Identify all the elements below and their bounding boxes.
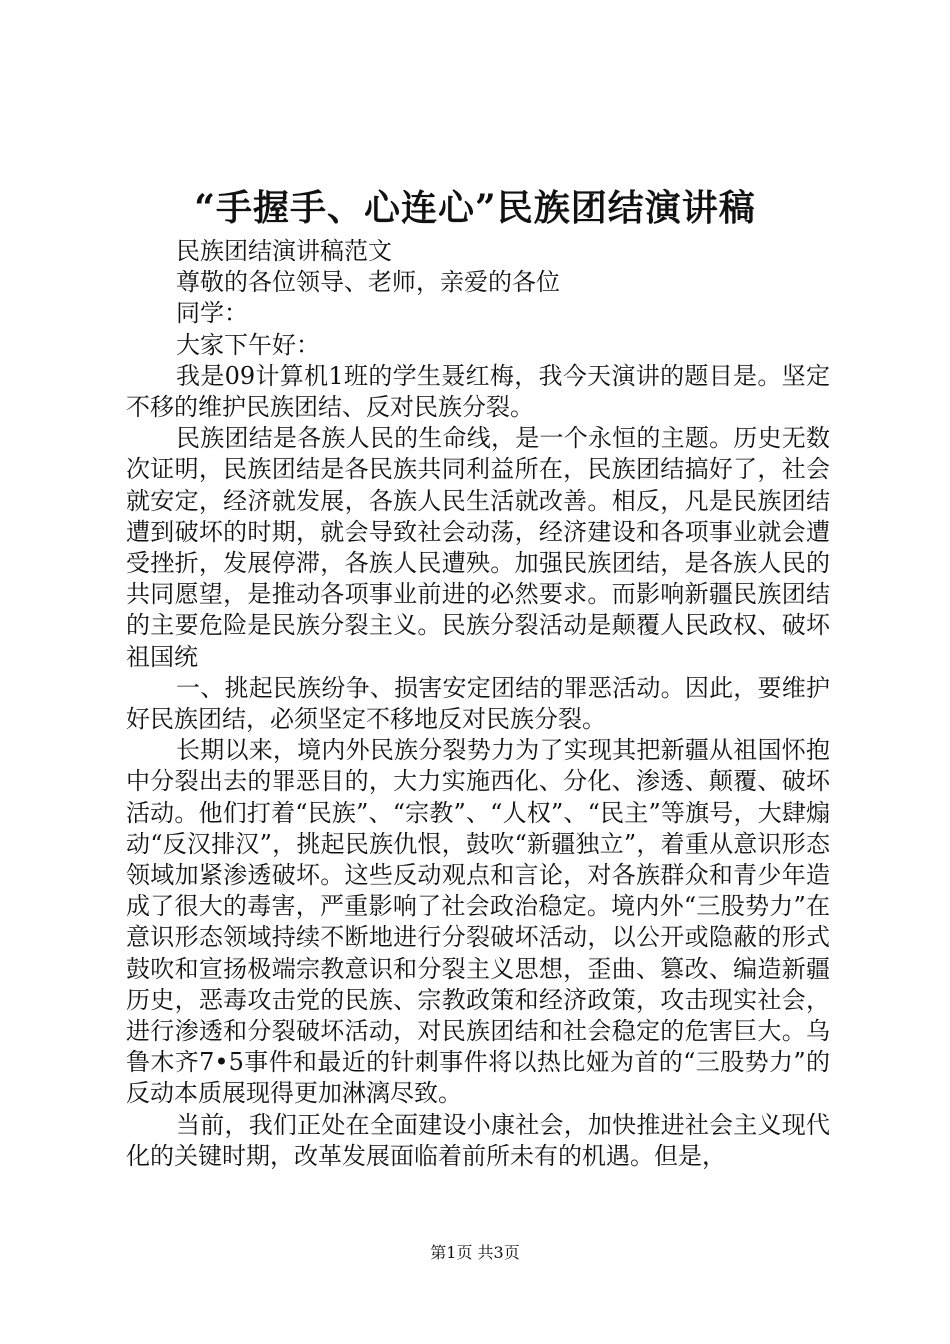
paragraph: 当前，我们正处在全面建设小康社会，加快推进社会主义现代化的关键时期，改革发展面临着前所未有的机遇。但是，: [126, 1110, 830, 1170]
document-title: “手握手、心连心”民族团结演讲稿: [194, 187, 756, 229]
page-number-footer: 第1页 共3页: [430, 1243, 520, 1262]
paragraph: 我是09计算机1班的学生聂红梅，我今天演讲的题目是。坚定不移的维护民族团结、反对民族分裂。: [126, 361, 830, 422]
document-body: [126, 236, 830, 1172]
paragraph: 民族团结演讲稿范文: [176, 237, 392, 265]
paragraph: 一、挑起民族纷争、损害安定团结的罪恶活动。因此，要维护好民族团结，必须坚定不移地反对民族分裂。: [126, 673, 830, 734]
paragraph: 尊敬的各位领导、老师，亲爱的各位: [176, 268, 560, 297]
paragraph: 同学：: [176, 299, 248, 328]
paragraph: 民族团结是各族人民的生命线，是一个永恒的主题。历史无数次证明，民族团结是各民族共同利益所在，民族团结搞好了，社会就安定，经济就发展，各族人民生活就改善。相反，凡是民族团结遭到破坏的时期，就会导致社会动荡，经济建设和各项事业就会遭受挫折，发展停滞，各族人民遭殃。加强民族团结，是各族人民的共同愿望，是推动各项事业前进的必然要求。而影响新疆民族团结的主要危险是民族分裂主义。民族分裂活动是颠覆人民政权、破坏祖国统: [126, 424, 830, 671]
paragraph: 长期以来，境内外民族分裂势力为了实现其把新疆从祖国怀抱中分裂出去的罪恶目的，大力实施西化、分化、渗透、颠覆、破坏活动。他们打着“民族”、“宗教”、“人权”、“民主”等旗号，大肆煽动“反汉排汉”，挑起民族仇恨，鼓吹“新疆独立”，着重从意识形态领域加紧渗透破坏。这些反动观点和言论，对各族群众和青少年造成了很大的毒害，严重影响了社会政治稳定。境内外“三股势力”在意识形态领域持续不断地进行分裂破坏活动，以公开或隐蔽的形式鼓吹和宣扬极端宗教意识和分裂主义思想，歪曲、篡改、编造新疆历史，恶毒攻击党的民族、宗教政策和经济政策，攻击现实社会，进行渗透和分裂破坏活动，对民族团结和社会稳定的危害巨大。乌鲁木齐7•5事件和最近的针刺事件将以热比娅为首的“三股势力”的反动本质展现得更加淋漓尽致。: [126, 736, 830, 1108]
paragraph: 大家下午好：: [176, 330, 320, 359]
